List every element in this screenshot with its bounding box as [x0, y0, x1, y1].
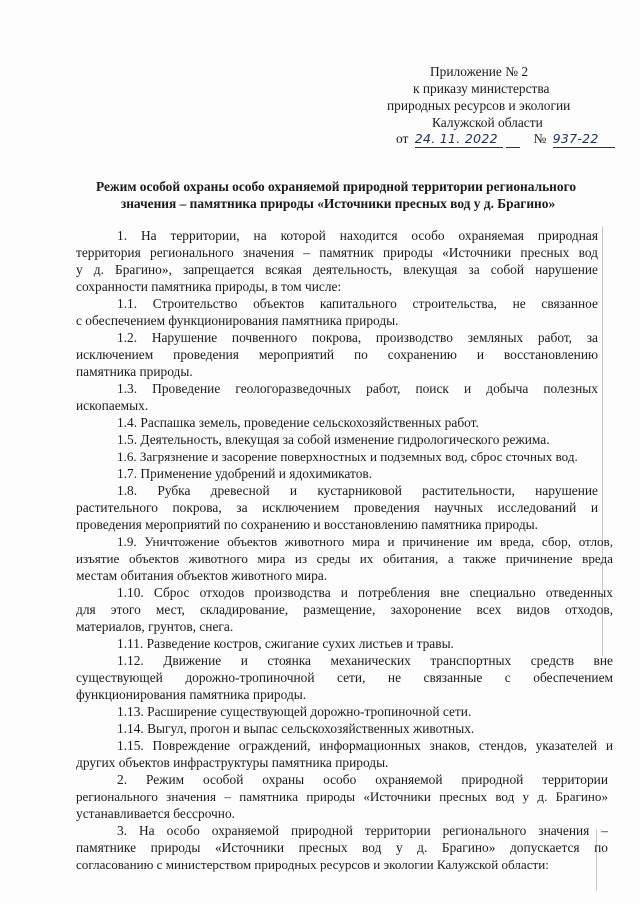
body-line: 1.6. Загрязнение и засорение поверхностных и подземных вод, сброс сточных вод.: [117, 449, 578, 464]
body-line: 1.13. Расширение существующей дорожно-тропиночной сети.: [117, 704, 472, 719]
body-line: устанавливается бессрочно.: [76, 806, 235, 821]
body-line: материалов, грунтов, снега.: [76, 619, 234, 634]
body-line: ископаемых.: [76, 398, 149, 413]
body-line: территория регионального значения – памятник природы «Источники пресных вод: [76, 245, 598, 260]
order-date-number-line: [396, 131, 615, 148]
body-line: памятника природы.: [76, 364, 193, 379]
body-line: 1.5. Деятельность, влекущая за собой изменение гидрологического режима.: [117, 432, 550, 447]
body-line: 1.1. Строительство объектов капитального строительства, не связанное: [117, 296, 598, 311]
body-line: с обеспечением функционирования памятника природы.: [76, 313, 399, 328]
body-line: исключением проведения мероприятий по сохранению и восстановлению: [76, 347, 598, 362]
body-line: 1. На территории, на которой находится особо охраняемая природная: [117, 228, 598, 243]
body-line: у д. Брагино», запрещается всякая деятельность, влекущая за собой нарушение: [76, 262, 598, 277]
body-line: для этого мест, складирование, размещение, захоронение всех видов отходов,: [76, 602, 613, 617]
scan-edge-line: [596, 830, 597, 890]
body-line: 1.10. Сброс отходов производства и потребления вне специально отведенных: [117, 585, 613, 600]
body-line: 1.14. Выгул, прогон и выпас сельскохозяйственных животных.: [117, 721, 475, 736]
region-name: Калужской области: [432, 115, 543, 130]
body-line: проведения мероприятий по сохранению и восстановлению памятника природы.: [76, 517, 538, 532]
date-underline-tail: [506, 131, 520, 148]
body-line: 1.8. Рубка древесной и кустарниковой растительности, нарушение: [117, 483, 598, 498]
body-line: 1.12. Движение и стоянка механических транспортных средств вне: [117, 653, 613, 668]
ministry-name: природных ресурсов и экологии: [387, 98, 571, 113]
body-line: 1.4. Распашка земель, проведение сельскохозяйственных работ.: [117, 415, 479, 430]
body-line: 1.3. Проведение геологоразведочных работ, поиск и добыча полезных: [117, 381, 598, 396]
order-number-handwritten: 937-22: [553, 131, 615, 148]
body-line: существующей дорожно-тропиночной сети, не связанные с обеспечением: [76, 670, 613, 685]
body-line: регионального значения – памятника природы «Источники пресных вод у д. Брагино»: [76, 789, 608, 804]
body-line: согласованию с министерством природных ресурсов и экологии Калужской области:: [76, 857, 549, 872]
body-line: местам обитания объектов животного мира.: [76, 568, 328, 583]
document-title-line-2: значения – памятника природы «Источники пресных вод у д. Брагино»: [120, 196, 556, 211]
body-line: 3. На особо охраняемой природной территории регионального значения –: [117, 823, 608, 838]
body-line: 1.11. Разведение костров, сжигание сухих листьев и травы.: [117, 636, 454, 651]
appendix-number: Приложение № 2: [430, 64, 529, 79]
document-title-line-1: Режим особой охраны особо охраняемой природной территории регионального: [95, 179, 577, 194]
order-date-handwritten: 24. 11. 2022: [415, 131, 503, 148]
body-line: других объектов инфраструктуры памятника природы.: [76, 755, 389, 770]
body-line: изъятие объектов животного мира из среды их обитания, а также причинение вреда: [76, 551, 613, 566]
body-line: 2. Режим особой охраны особо охраняемой природной территории: [117, 772, 608, 787]
number-label: №: [533, 131, 547, 146]
body-line: функционирования памятника природы.: [76, 687, 307, 702]
body-line: растительного покрова, за исключением проведения научных исследований и: [76, 500, 598, 515]
body-line: памятнике природы «Источники пресных вод у д. Брагино» допускается по: [76, 840, 608, 855]
date-label: от: [396, 131, 409, 146]
body-line: 1.9. Уничтожение объектов животного мира и причинение им вреда, сбор, отлов,: [117, 534, 613, 549]
order-reference: к приказу министерства: [413, 81, 550, 96]
body-line: сохранности памятника природы, в том числе:: [76, 279, 342, 294]
body-line: 1.2. Нарушение почвенного покрова, производство земляных работ, за: [117, 330, 598, 345]
body-line: 1.7. Применение удобрений и ядохимикатов.: [117, 466, 373, 481]
body-line: 1.15. Повреждение ограждений, информационных знаков, стендов, указателей и: [117, 738, 613, 753]
